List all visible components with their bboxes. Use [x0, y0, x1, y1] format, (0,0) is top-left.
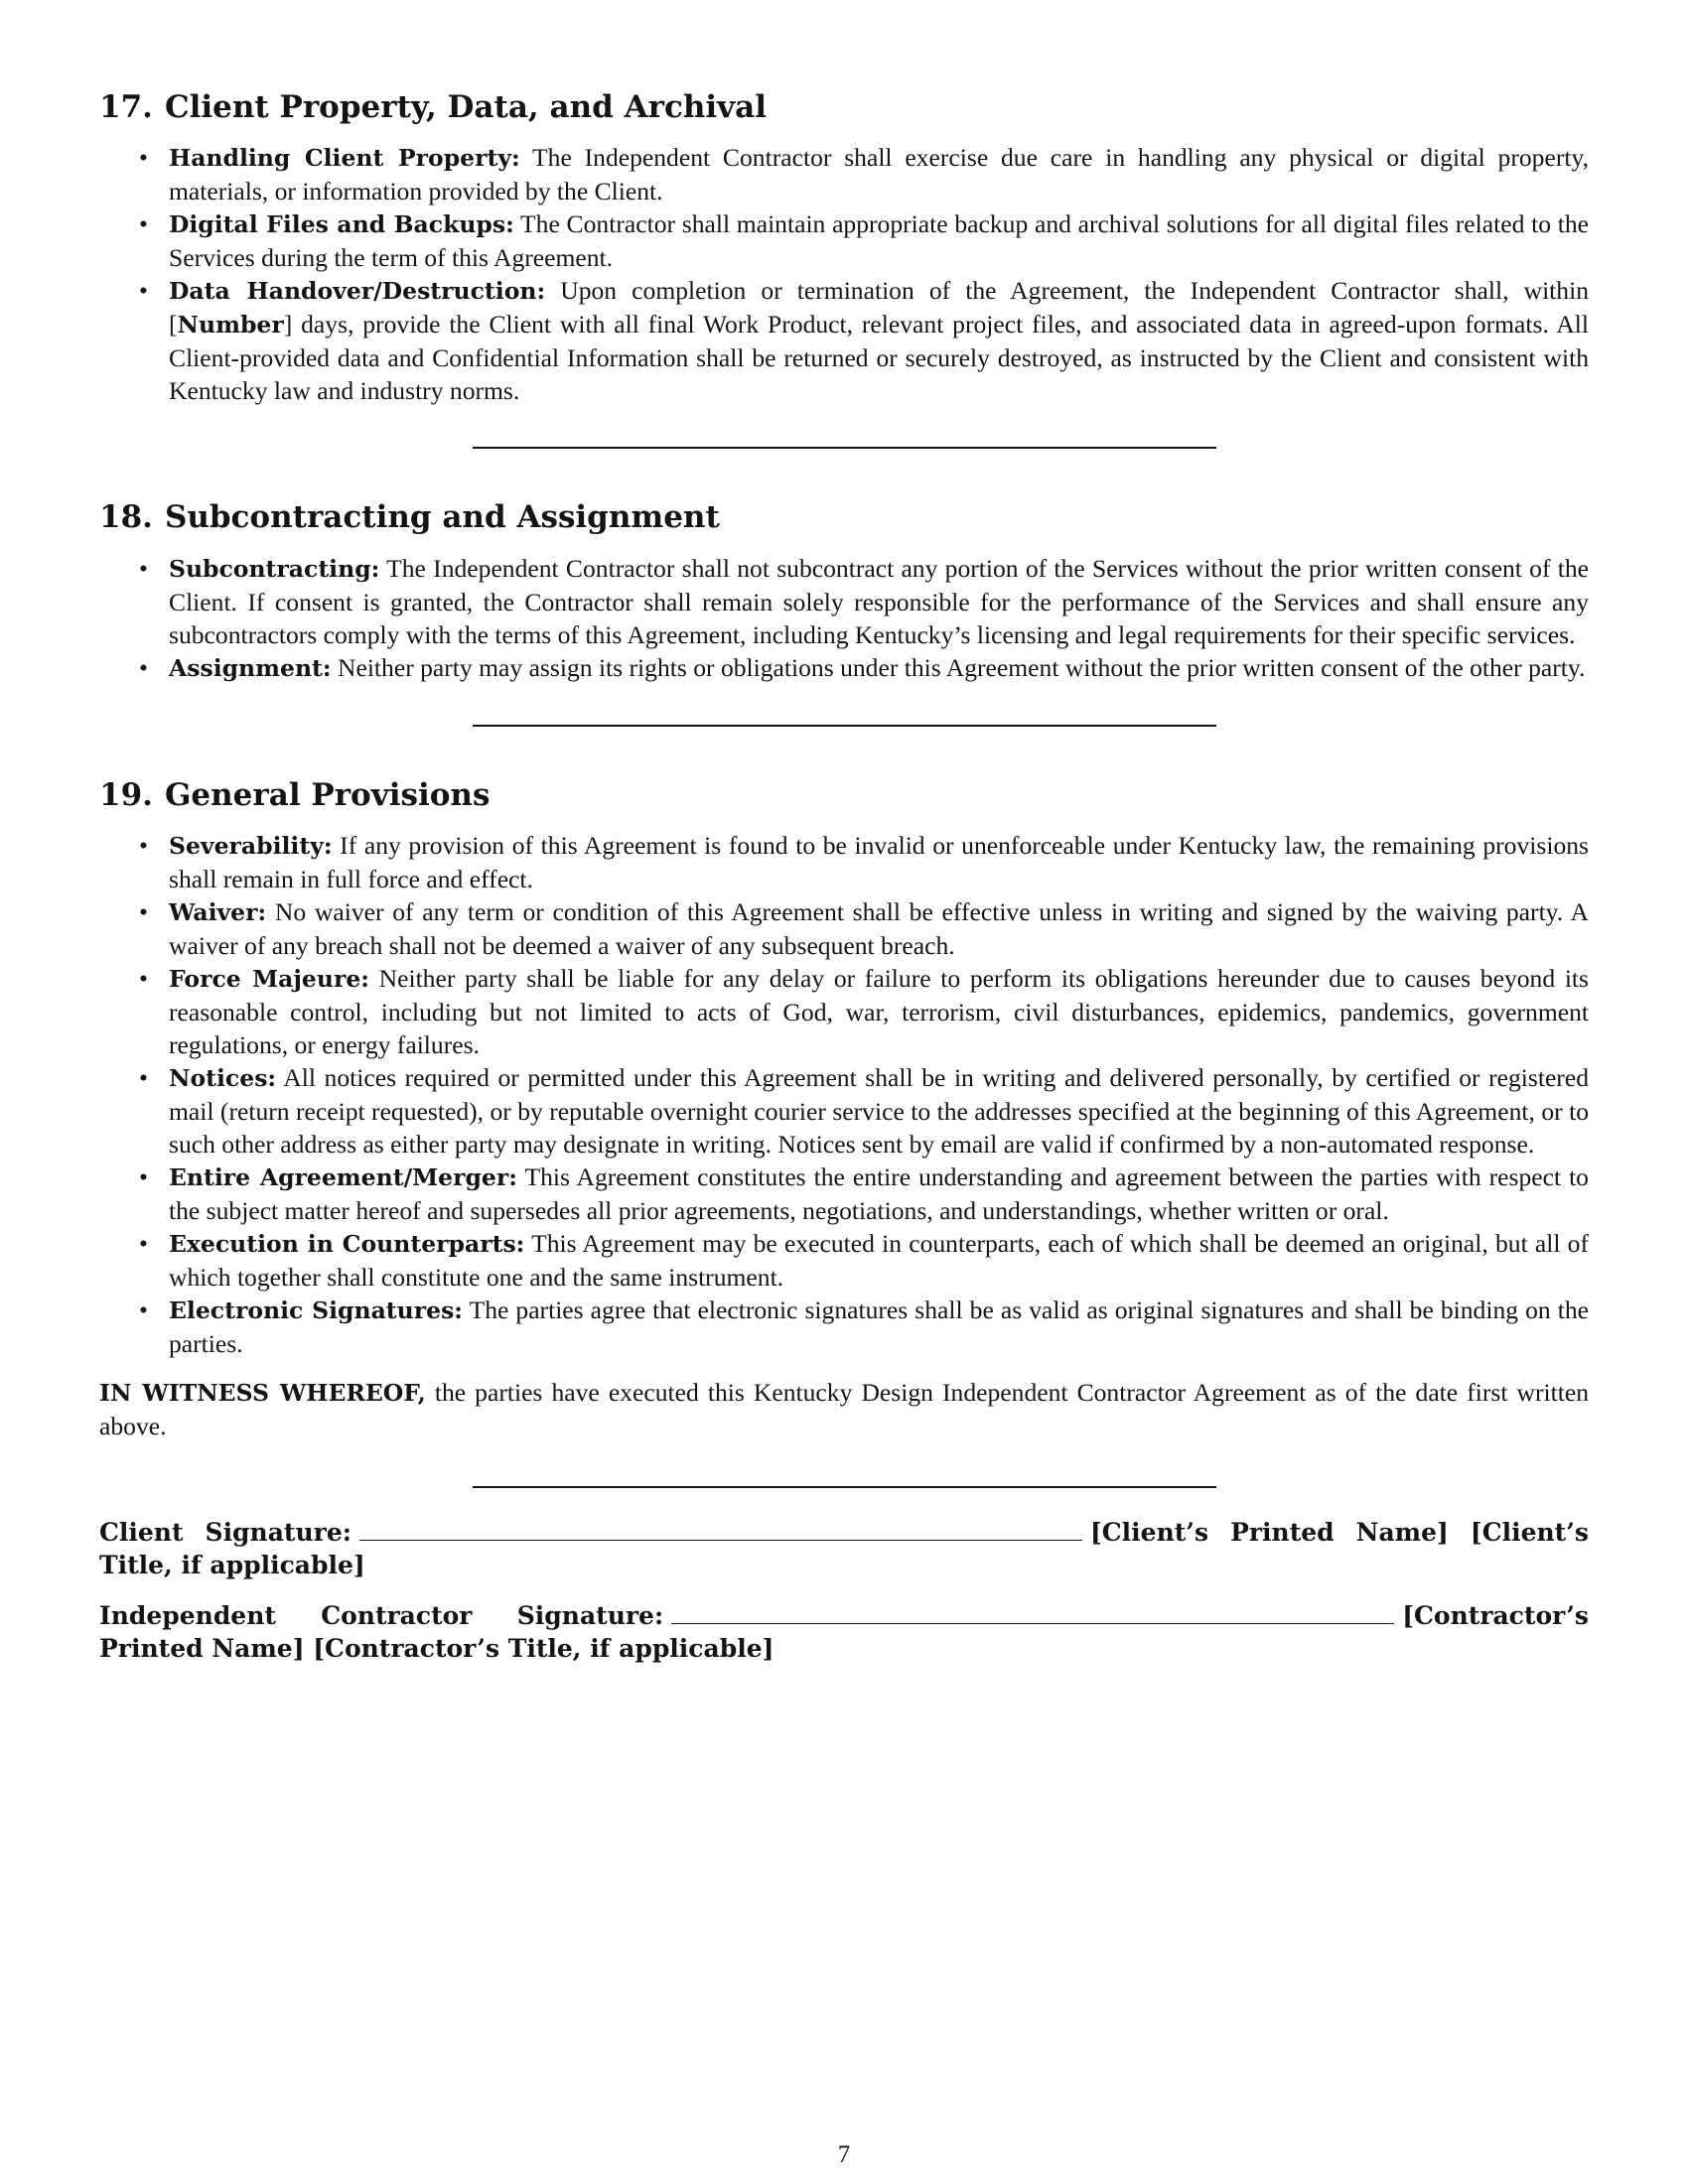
client-signature-line[interactable] — [359, 1516, 1082, 1541]
witness-lead: IN WITNESS WHEREOF, — [99, 1378, 426, 1407]
clause-list — [99, 829, 1589, 1360]
list-item — [99, 829, 1589, 895]
list-item — [99, 962, 1589, 1061]
bullet-icon: • — [139, 1161, 148, 1191]
contractor-signature-line[interactable] — [671, 1599, 1394, 1624]
page-number: 7 — [837, 2141, 851, 2168]
document-page — [99, 87, 1589, 1665]
section-19 — [99, 775, 1589, 1360]
bullet-icon: • — [139, 1062, 148, 1092]
section-number: 19. — [99, 776, 153, 813]
clause-text: If any provision of this Agreement is found to be invalid or unenforceable under Kentucky law, the remaining provisions shall remain in full force and effect. — [169, 830, 1589, 893]
contractor-signature-block — [99, 1599, 1589, 1665]
witness-paragraph — [99, 1376, 1589, 1442]
section-heading — [99, 497, 1589, 537]
clause-text: All notices required or permitted under this Agreement shall be in writing and delivered personally, by certified or registered mail (return receipt requested), or by reputable overnight courier service to the addresses specified at the beginning of this Agreement, or to such other address as either party may designate in writing. Notices sent by email are valid if confirmed by a non-automated response. — [169, 1062, 1589, 1159]
section-divider — [473, 447, 1216, 449]
bullet-icon: • — [139, 830, 148, 860]
bullet-icon: • — [139, 963, 148, 993]
clause-term: Handling Client Property: — [169, 144, 520, 173]
placeholder-field: Number — [177, 311, 284, 340]
section-title: Client Property, Data, and Archival — [164, 89, 768, 125]
client-signature-label: Client Signature: — [99, 1517, 352, 1547]
section-heading — [99, 87, 1589, 127]
clause-term: Notices: — [169, 1063, 277, 1092]
list-item — [99, 207, 1589, 274]
contractor-signature-label: Independent Contractor Signature: — [99, 1600, 664, 1630]
list-item — [99, 1160, 1589, 1227]
list-item — [99, 1061, 1589, 1160]
clause-term: Force Majeure: — [169, 964, 369, 993]
bullet-icon: • — [139, 652, 148, 682]
client-signature-block — [99, 1516, 1589, 1581]
clause-text: The parties agree that electronic signatures shall be as valid as original signatures and shall be binding on the parties. — [169, 1295, 1589, 1358]
clause-text: No waiver of any term or condition of this Agreement shall be effective unless in writing and signed by the waiving party. A waiver of any breach shall not be deemed a waiver of any subsequent breach. — [169, 896, 1589, 960]
clause-term: Digital Files and Backups: — [169, 210, 514, 239]
clause-list — [99, 141, 1589, 407]
bullet-icon: • — [139, 209, 148, 239]
clause-text: The Contractor shall maintain appropriate backup and archival solutions for all digital files related to the Services during the term of this Agreement. — [169, 209, 1589, 273]
bullet-icon: • — [139, 896, 148, 926]
section-divider — [473, 1486, 1216, 1488]
clause-text: Neither party may assign its rights or obligations under this Agreement without the prior written consent of the other party. — [331, 652, 1586, 682]
clause-term: Subcontracting: — [169, 554, 380, 583]
clause-text: This Agreement constitutes the entire understanding and agreement between the parties with respect to the subject matter hereof and supersedes all prior agreements, negotiations, and understandings, whether written or oral. — [169, 1161, 1589, 1225]
clause-text: Upon completion or termination of the Agreement, the Independent Contractor shall, within [ — [169, 276, 1589, 340]
clause-term: Assignment: — [169, 653, 332, 682]
section-number: 18. — [99, 499, 153, 536]
list-item — [99, 651, 1589, 685]
witness-text: the parties have executed this Kentucky Design Independent Contractor Agreement as of the date first written above. — [99, 1377, 1589, 1440]
bullet-icon: • — [139, 553, 148, 583]
clause-term: Electronic Signatures: — [169, 1296, 463, 1324]
list-item — [99, 552, 1589, 651]
section-18 — [99, 497, 1589, 684]
bullet-icon: • — [139, 276, 148, 306]
clause-term: Data Handover/Destruction: — [169, 277, 546, 306]
list-item — [99, 141, 1589, 207]
section-17 — [99, 87, 1589, 407]
section-title: Subcontracting and Assignment — [164, 499, 720, 536]
section-heading — [99, 775, 1589, 815]
clause-term: Entire Agreement/Merger: — [169, 1162, 517, 1191]
clause-term: Execution in Counterparts: — [169, 1229, 525, 1258]
bullet-icon: • — [139, 1295, 148, 1324]
clause-text: ] days, provide the Client with all final Work Product, relevant project files, and associated data in agreed-upon formats. All Client-provided data and Confidential Information shall be returned or securely destroyed, as instructed by the Client and consistent with Kentucky law and industry norms. — [169, 310, 1589, 406]
list-item — [99, 1227, 1589, 1294]
clause-term: Severability: — [169, 831, 333, 860]
bullet-icon: • — [139, 1228, 148, 1258]
section-divider — [473, 725, 1216, 727]
contractor-name-title: [Contractor’s Printed Name] [Contractor’s Title, if applicable] — [99, 1600, 1589, 1663]
section-title: General Provisions — [164, 776, 491, 813]
clause-text: The Independent Contractor shall exercise due care in handling any physical or digital property, materials, or information provided by the Client. — [169, 143, 1589, 206]
clause-text: This Agreement may be executed in counterparts, each of which shall be deemed an original, but all of which together shall constitute one and the same instrument. — [169, 1228, 1589, 1292]
clause-list — [99, 552, 1589, 685]
clause-text: Neither party shall be liable for any delay or failure to perform its obligations hereunder due to causes beyond its reasonable control, including but not limited to acts of God, war, terrorism, civil disturbances, epidemics, pandemics, government regulations, or energy failures. — [169, 963, 1589, 1059]
clause-text: The Independent Contractor shall not subcontract any portion of the Services without the prior written consent of the Client. If consent is granted, the Contractor shall remain solely responsible for the performance of the Services and shall ensure any subcontractors comply with the terms of this Agreement, including Kentucky’s licensing and legal requirements for their specific services. — [169, 553, 1589, 649]
client-name-title: [Client’s Printed Name] [Client’s Title, if applicable] — [99, 1517, 1589, 1579]
clause-term: Waiver: — [169, 897, 267, 926]
list-item — [99, 274, 1589, 407]
bullet-icon: • — [139, 143, 148, 173]
section-number: 17. — [99, 89, 153, 125]
list-item — [99, 895, 1589, 962]
list-item — [99, 1294, 1589, 1360]
